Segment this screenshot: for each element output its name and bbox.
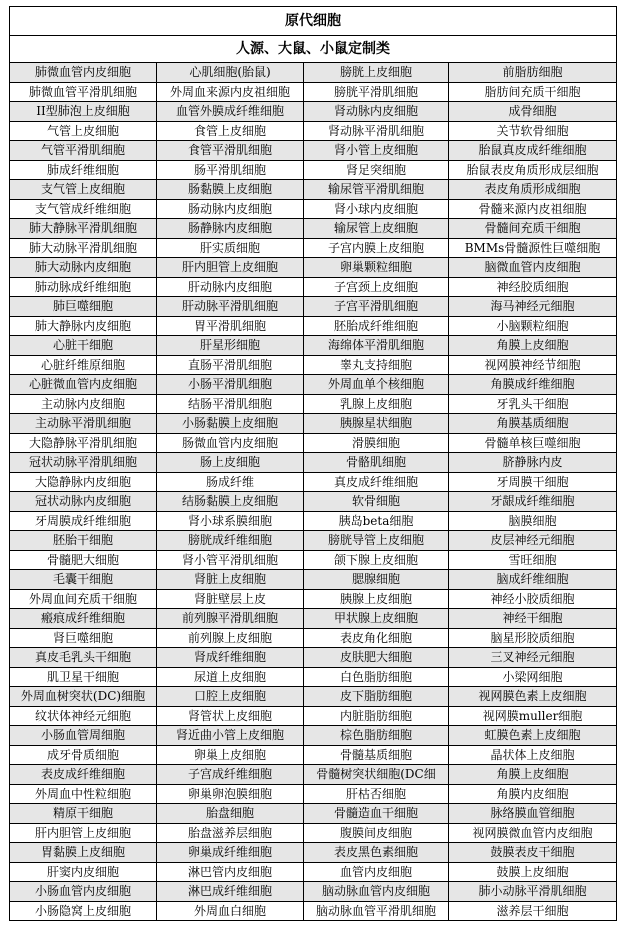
table-cell: 肾足突细胞: [304, 160, 449, 180]
table-cell: 气管平滑肌细胞: [10, 141, 157, 161]
table-cell: 表皮角质形成细胞: [449, 180, 617, 200]
table-cell: 棕色脂肪细胞: [304, 726, 449, 746]
table-cell: 胃平滑肌细胞: [157, 316, 304, 336]
table-row: [10, 862, 617, 882]
table-cell: 角膜上皮细胞: [449, 765, 617, 785]
table-cell: 结肠黏膜上皮细胞: [157, 492, 304, 512]
table-cell: 真皮成纤维细胞: [304, 472, 449, 492]
table-cell: 肠静脉内皮细胞: [157, 219, 304, 239]
table-cell: 海绵体平滑肌细胞: [304, 336, 449, 356]
table-cell: 脉络膜血管细胞: [449, 804, 617, 824]
table-cell: 小肠黏膜上皮细胞: [157, 414, 304, 434]
table-cell: 膀胱平滑肌细胞: [304, 82, 449, 102]
table-cell: 脂肪间充质干细胞: [449, 82, 617, 102]
table-cell: 软骨细胞: [304, 492, 449, 512]
table-row: [10, 453, 617, 473]
table-row: [10, 687, 617, 707]
table-cell: 胚胎干细胞: [10, 531, 157, 551]
table-row: [10, 901, 617, 921]
table-cell: 骨髓间充质干细胞: [449, 219, 617, 239]
table-cell: 纹状体神经元细胞: [10, 706, 157, 726]
table-cell: 神经胶质细胞: [449, 277, 617, 297]
table-cell: 脑星形胶质细胞: [449, 628, 617, 648]
table-cell: 晶状体上皮细胞: [449, 745, 617, 765]
table-cell: 卵巢颗粒细胞: [304, 258, 449, 278]
table-cell: 肝动脉平滑肌细胞: [157, 297, 304, 317]
table-cell: 肝窦内皮细胞: [10, 862, 157, 882]
table-cell: 肠微血管内皮细胞: [157, 433, 304, 453]
table-cell: 精原干细胞: [10, 804, 157, 824]
table-cell: 胎盘细胞: [157, 804, 304, 824]
table-cell: 角膜基质细胞: [449, 414, 617, 434]
table-title: 原代细胞: [10, 7, 617, 36]
table-cell: 肺微血管平滑肌细胞: [10, 82, 157, 102]
table-cell: 肠动脉内皮细胞: [157, 199, 304, 219]
table-cell: 胚胎成纤维细胞: [304, 316, 449, 336]
table-cell: 输尿管平滑肌细胞: [304, 180, 449, 200]
table-cell: 滋养层干细胞: [449, 901, 617, 921]
table-cell: 血管内皮细胞: [304, 862, 449, 882]
table-cell: 前列腺平滑肌细胞: [157, 609, 304, 629]
table-cell: 主动脉平滑肌细胞: [10, 414, 157, 434]
table-cell: 小肠血管内皮细胞: [10, 882, 157, 902]
table-cell: 视网膜muller细胞: [449, 706, 617, 726]
table-cell: 肾动脉平滑肌细胞: [304, 121, 449, 141]
table-cell: 白色脂肪细胞: [304, 667, 449, 687]
table-row: [10, 433, 617, 453]
table-row: [10, 589, 617, 609]
table-cell: 外周血间充质干细胞: [10, 589, 157, 609]
table-cell: 胃黏膜上皮细胞: [10, 843, 157, 863]
table-cell: 雪旺细胞: [449, 550, 617, 570]
table-cell: 肠上皮细胞: [157, 453, 304, 473]
table-cell: 肌卫星干细胞: [10, 667, 157, 687]
table-cell: 肝星形细胞: [157, 336, 304, 356]
table-cell: 肾小管平滑肌细胞: [157, 550, 304, 570]
table-cell: 视网膜微血管内皮细胞: [449, 823, 617, 843]
table-row: [10, 628, 617, 648]
table-cell: 小肠平滑肌细胞: [157, 375, 304, 395]
table-cell: 视网膜神经节细胞: [449, 355, 617, 375]
table-cell: 毛囊干细胞: [10, 570, 157, 590]
table-cell: 胎盘滋养层细胞: [157, 823, 304, 843]
table-cell: 膀胱成纤维细胞: [157, 531, 304, 551]
table-row: [10, 531, 617, 551]
table-cell: 胰腺上皮细胞: [304, 589, 449, 609]
table-row: [10, 121, 617, 141]
table-cell: 肝动脉内皮细胞: [157, 277, 304, 297]
table-cell: 牙周膜干细胞: [449, 472, 617, 492]
table-row: [10, 277, 617, 297]
table-cell: 肺成纤维细胞: [10, 160, 157, 180]
table-cell: 角膜内皮细胞: [449, 784, 617, 804]
table-cell: 肝实质细胞: [157, 238, 304, 258]
table-cell: 冠状动脉内皮细胞: [10, 492, 157, 512]
table-cell: 睾丸支持细胞: [304, 355, 449, 375]
table-cell: 肺小动脉平滑肌细胞: [449, 882, 617, 902]
table-cell: 淋巴管内皮细胞: [157, 862, 304, 882]
table-cell: 卵巢上皮细胞: [157, 745, 304, 765]
table-row: [10, 472, 617, 492]
table-cell: 角膜上皮细胞: [449, 336, 617, 356]
table-cell: 肺大静脉平滑肌细胞: [10, 219, 157, 239]
table-row: [10, 141, 617, 161]
table-cell: 成牙骨质细胞: [10, 745, 157, 765]
table-cell: 外周血树突状(DC)细胞: [10, 687, 157, 707]
table-cell: 大隐静脉平滑肌细胞: [10, 433, 157, 453]
table-cell: 结肠平滑肌细胞: [157, 394, 304, 414]
table-row: [10, 219, 617, 239]
table-subtitle: 人源、大鼠、小鼠定制类: [10, 36, 617, 63]
table-cell: 甲状腺上皮细胞: [304, 609, 449, 629]
table-row: [10, 297, 617, 317]
table-cell: 肾动脉内皮细胞: [304, 102, 449, 122]
table-cell: 肺大动脉内皮细胞: [10, 258, 157, 278]
table-cell: 腹膜间皮细胞: [304, 823, 449, 843]
table-cell: 骨骼肌细胞: [304, 453, 449, 473]
table-cell: 肾脏上皮细胞: [157, 570, 304, 590]
table-cell: 乳腺上皮细胞: [304, 394, 449, 414]
table-cell: 肝内胆管上皮细胞: [10, 823, 157, 843]
table-cell: 肠平滑肌细胞: [157, 160, 304, 180]
table-row: [10, 82, 617, 102]
table-cell: 前列腺上皮细胞: [157, 628, 304, 648]
table-row: [10, 63, 617, 83]
table-row: [10, 336, 617, 356]
table-cell: 肺微血管内皮细胞: [10, 63, 157, 83]
table-cell: 肾小球内皮细胞: [304, 199, 449, 219]
table-cell: 视网膜色素上皮细胞: [449, 687, 617, 707]
table-cell: 表皮黑色素细胞: [304, 843, 449, 863]
table-cell: 骨髓造血干细胞: [304, 804, 449, 824]
table-cell: 牙周膜成纤维细胞: [10, 511, 157, 531]
table-cell: 膀胱上皮细胞: [304, 63, 449, 83]
table-row: [10, 882, 617, 902]
table-cell: 大隐静脉内皮细胞: [10, 472, 157, 492]
table-row: [10, 804, 617, 824]
table-cell: 子宫颈上皮细胞: [304, 277, 449, 297]
table-cell: 小肠血管周细胞: [10, 726, 157, 746]
table-cell: 心脏干细胞: [10, 336, 157, 356]
table-cell: 外周血中性粒细胞: [10, 784, 157, 804]
table-row: [10, 258, 617, 278]
table-cell: 心脏纤维原细胞: [10, 355, 157, 375]
table-cell: 脑微血管内皮细胞: [449, 258, 617, 278]
table-cell: 神经干细胞: [449, 609, 617, 629]
table-cell: 瘢痕成纤维细胞: [10, 609, 157, 629]
table-cell: 骨髓基质细胞: [304, 745, 449, 765]
cell-catalog-sheet: [9, 6, 616, 921]
table-cell: 外周血来源内皮祖细胞: [157, 82, 304, 102]
table-cell: 肺巨噬细胞: [10, 297, 157, 317]
table-cell: 小梁网细胞: [449, 667, 617, 687]
table-row: [10, 550, 617, 570]
table-cell: 虹膜色素上皮细胞: [449, 726, 617, 746]
table-row: [10, 784, 617, 804]
table-cell: 外周血白细胞: [157, 901, 304, 921]
table-cell: 冠状动脉平滑肌细胞: [10, 453, 157, 473]
table-cell: 口腔上皮细胞: [157, 687, 304, 707]
table-cell: 脑成纤维细胞: [449, 570, 617, 590]
table-cell: 真皮毛乳头干细胞: [10, 648, 157, 668]
table-cell: 前脂肪细胞: [449, 63, 617, 83]
table-cell: 肺动脉成纤维细胞: [10, 277, 157, 297]
table-cell: 肺大动脉平滑肌细胞: [10, 238, 157, 258]
table-cell: 支气管成纤维细胞: [10, 199, 157, 219]
cell-catalog-table: [9, 6, 617, 921]
table-row: [10, 355, 617, 375]
table-cell: 皮肤肥大细胞: [304, 648, 449, 668]
table-cell: 成骨细胞: [449, 102, 617, 122]
table-cell: 肾巨噬细胞: [10, 628, 157, 648]
table-cell: 滑膜细胞: [304, 433, 449, 453]
table-row: [10, 745, 617, 765]
table-row: [10, 706, 617, 726]
table-cell: 脑膜细胞: [449, 511, 617, 531]
table-cell: 鼓膜表皮干细胞: [449, 843, 617, 863]
table-cell: 子宫成纤维细胞: [157, 765, 304, 785]
table-cell: 内脏脂肪细胞: [304, 706, 449, 726]
table-cell: 小脑颗粒细胞: [449, 316, 617, 336]
table-row: [10, 492, 617, 512]
table-cell: 输尿管上皮细胞: [304, 219, 449, 239]
table-row: [10, 511, 617, 531]
table-cell: 外周血单个核细胞: [304, 375, 449, 395]
table-row: [10, 160, 617, 180]
table-row: [10, 765, 617, 785]
table-cell: 胎鼠真皮成纤维细胞: [449, 141, 617, 161]
table-row: [10, 394, 617, 414]
table-cell: 卵巢成纤维细胞: [157, 843, 304, 863]
table-cell: 鼓膜上皮细胞: [449, 862, 617, 882]
table-row: [10, 180, 617, 200]
table-cell: 角膜成纤维细胞: [449, 375, 617, 395]
table-row: [10, 102, 617, 122]
table-cell: 膀胱导管上皮细胞: [304, 531, 449, 551]
table-cell: 子宫内膜上皮细胞: [304, 238, 449, 258]
table-cell: 食管平滑肌细胞: [157, 141, 304, 161]
table-cell: 脐静脉内皮: [449, 453, 617, 473]
table-cell: 脑动脉血管平滑肌细胞: [304, 901, 449, 921]
table-row: [10, 414, 617, 434]
table-cell: 牙乳头干细胞: [449, 394, 617, 414]
table-row: [10, 823, 617, 843]
table-cell: 肾近曲小管上皮细胞: [157, 726, 304, 746]
table-cell: 骨髓肥大细胞: [10, 550, 157, 570]
table-cell: 颌下腺上皮细胞: [304, 550, 449, 570]
table-cell: BMMs骨髓源性巨噬细胞: [449, 238, 617, 258]
table-cell: II型肺泡上皮细胞: [10, 102, 157, 122]
table-cell: 骨髓来源内皮祖细胞: [449, 199, 617, 219]
table-cell: 肝内胆管上皮细胞: [157, 258, 304, 278]
table-row: [10, 199, 617, 219]
table-cell: 腮腺细胞: [304, 570, 449, 590]
table-cell: 三叉神经元细胞: [449, 648, 617, 668]
table-cell: 脑动脉血管内皮细胞: [304, 882, 449, 902]
table-row: [10, 570, 617, 590]
table-cell: 卵巢卵泡膜细胞: [157, 784, 304, 804]
table-row: [10, 648, 617, 668]
table-cell: 肾脏壁层上皮: [157, 589, 304, 609]
table-cell: 肾管状上皮细胞: [157, 706, 304, 726]
subtitle-row: [10, 36, 617, 63]
table-cell: 子宫平滑肌细胞: [304, 297, 449, 317]
table-row: [10, 609, 617, 629]
table-cell: 皮下脂肪细胞: [304, 687, 449, 707]
table-cell: 胰岛beta细胞: [304, 511, 449, 531]
table-cell: 淋巴成纤维细胞: [157, 882, 304, 902]
table-cell: 心脏微血管内皮细胞: [10, 375, 157, 395]
table-cell: 肠成纤维: [157, 472, 304, 492]
table-cell: 牙龈成纤维细胞: [449, 492, 617, 512]
table-cell: 表皮角化细胞: [304, 628, 449, 648]
table-cell: 肠黏膜上皮细胞: [157, 180, 304, 200]
table-cell: 胎鼠表皮角质形成层细胞: [449, 160, 617, 180]
table-row: [10, 375, 617, 395]
table-cell: 肝枯否细胞: [304, 784, 449, 804]
table-cell: 主动脉内皮细胞: [10, 394, 157, 414]
table-cell: 肾小球系膜细胞: [157, 511, 304, 531]
table-cell: 肾成纤维细胞: [157, 648, 304, 668]
table-cell: 气管上皮细胞: [10, 121, 157, 141]
table-row: [10, 238, 617, 258]
title-row: [10, 7, 617, 36]
table-row: [10, 843, 617, 863]
table-cell: 小肠隐窝上皮细胞: [10, 901, 157, 921]
table-cell: 肺大静脉内皮细胞: [10, 316, 157, 336]
table-row: [10, 726, 617, 746]
table-cell: 心肌细胞(胎鼠): [157, 63, 304, 83]
table-cell: 神经小胶质细胞: [449, 589, 617, 609]
table-cell: 胰腺星状细胞: [304, 414, 449, 434]
table-cell: 骨髓树突状细胞(DC细: [304, 765, 449, 785]
table-cell: 血管外膜成纤维细胞: [157, 102, 304, 122]
table-cell: 尿道上皮细胞: [157, 667, 304, 687]
table-cell: 关节软骨细胞: [449, 121, 617, 141]
table-cell: 肾小管上皮细胞: [304, 141, 449, 161]
table-cell: 海马神经元细胞: [449, 297, 617, 317]
table-cell: 食管上皮细胞: [157, 121, 304, 141]
table-row: [10, 316, 617, 336]
table-row: [10, 667, 617, 687]
table-cell: 表皮成纤维细胞: [10, 765, 157, 785]
table-cell: 直肠平滑肌细胞: [157, 355, 304, 375]
table-cell: 皮层神经元细胞: [449, 531, 617, 551]
table-cell: 支气管上皮细胞: [10, 180, 157, 200]
table-cell: 骨髓单核巨噬细胞: [449, 433, 617, 453]
